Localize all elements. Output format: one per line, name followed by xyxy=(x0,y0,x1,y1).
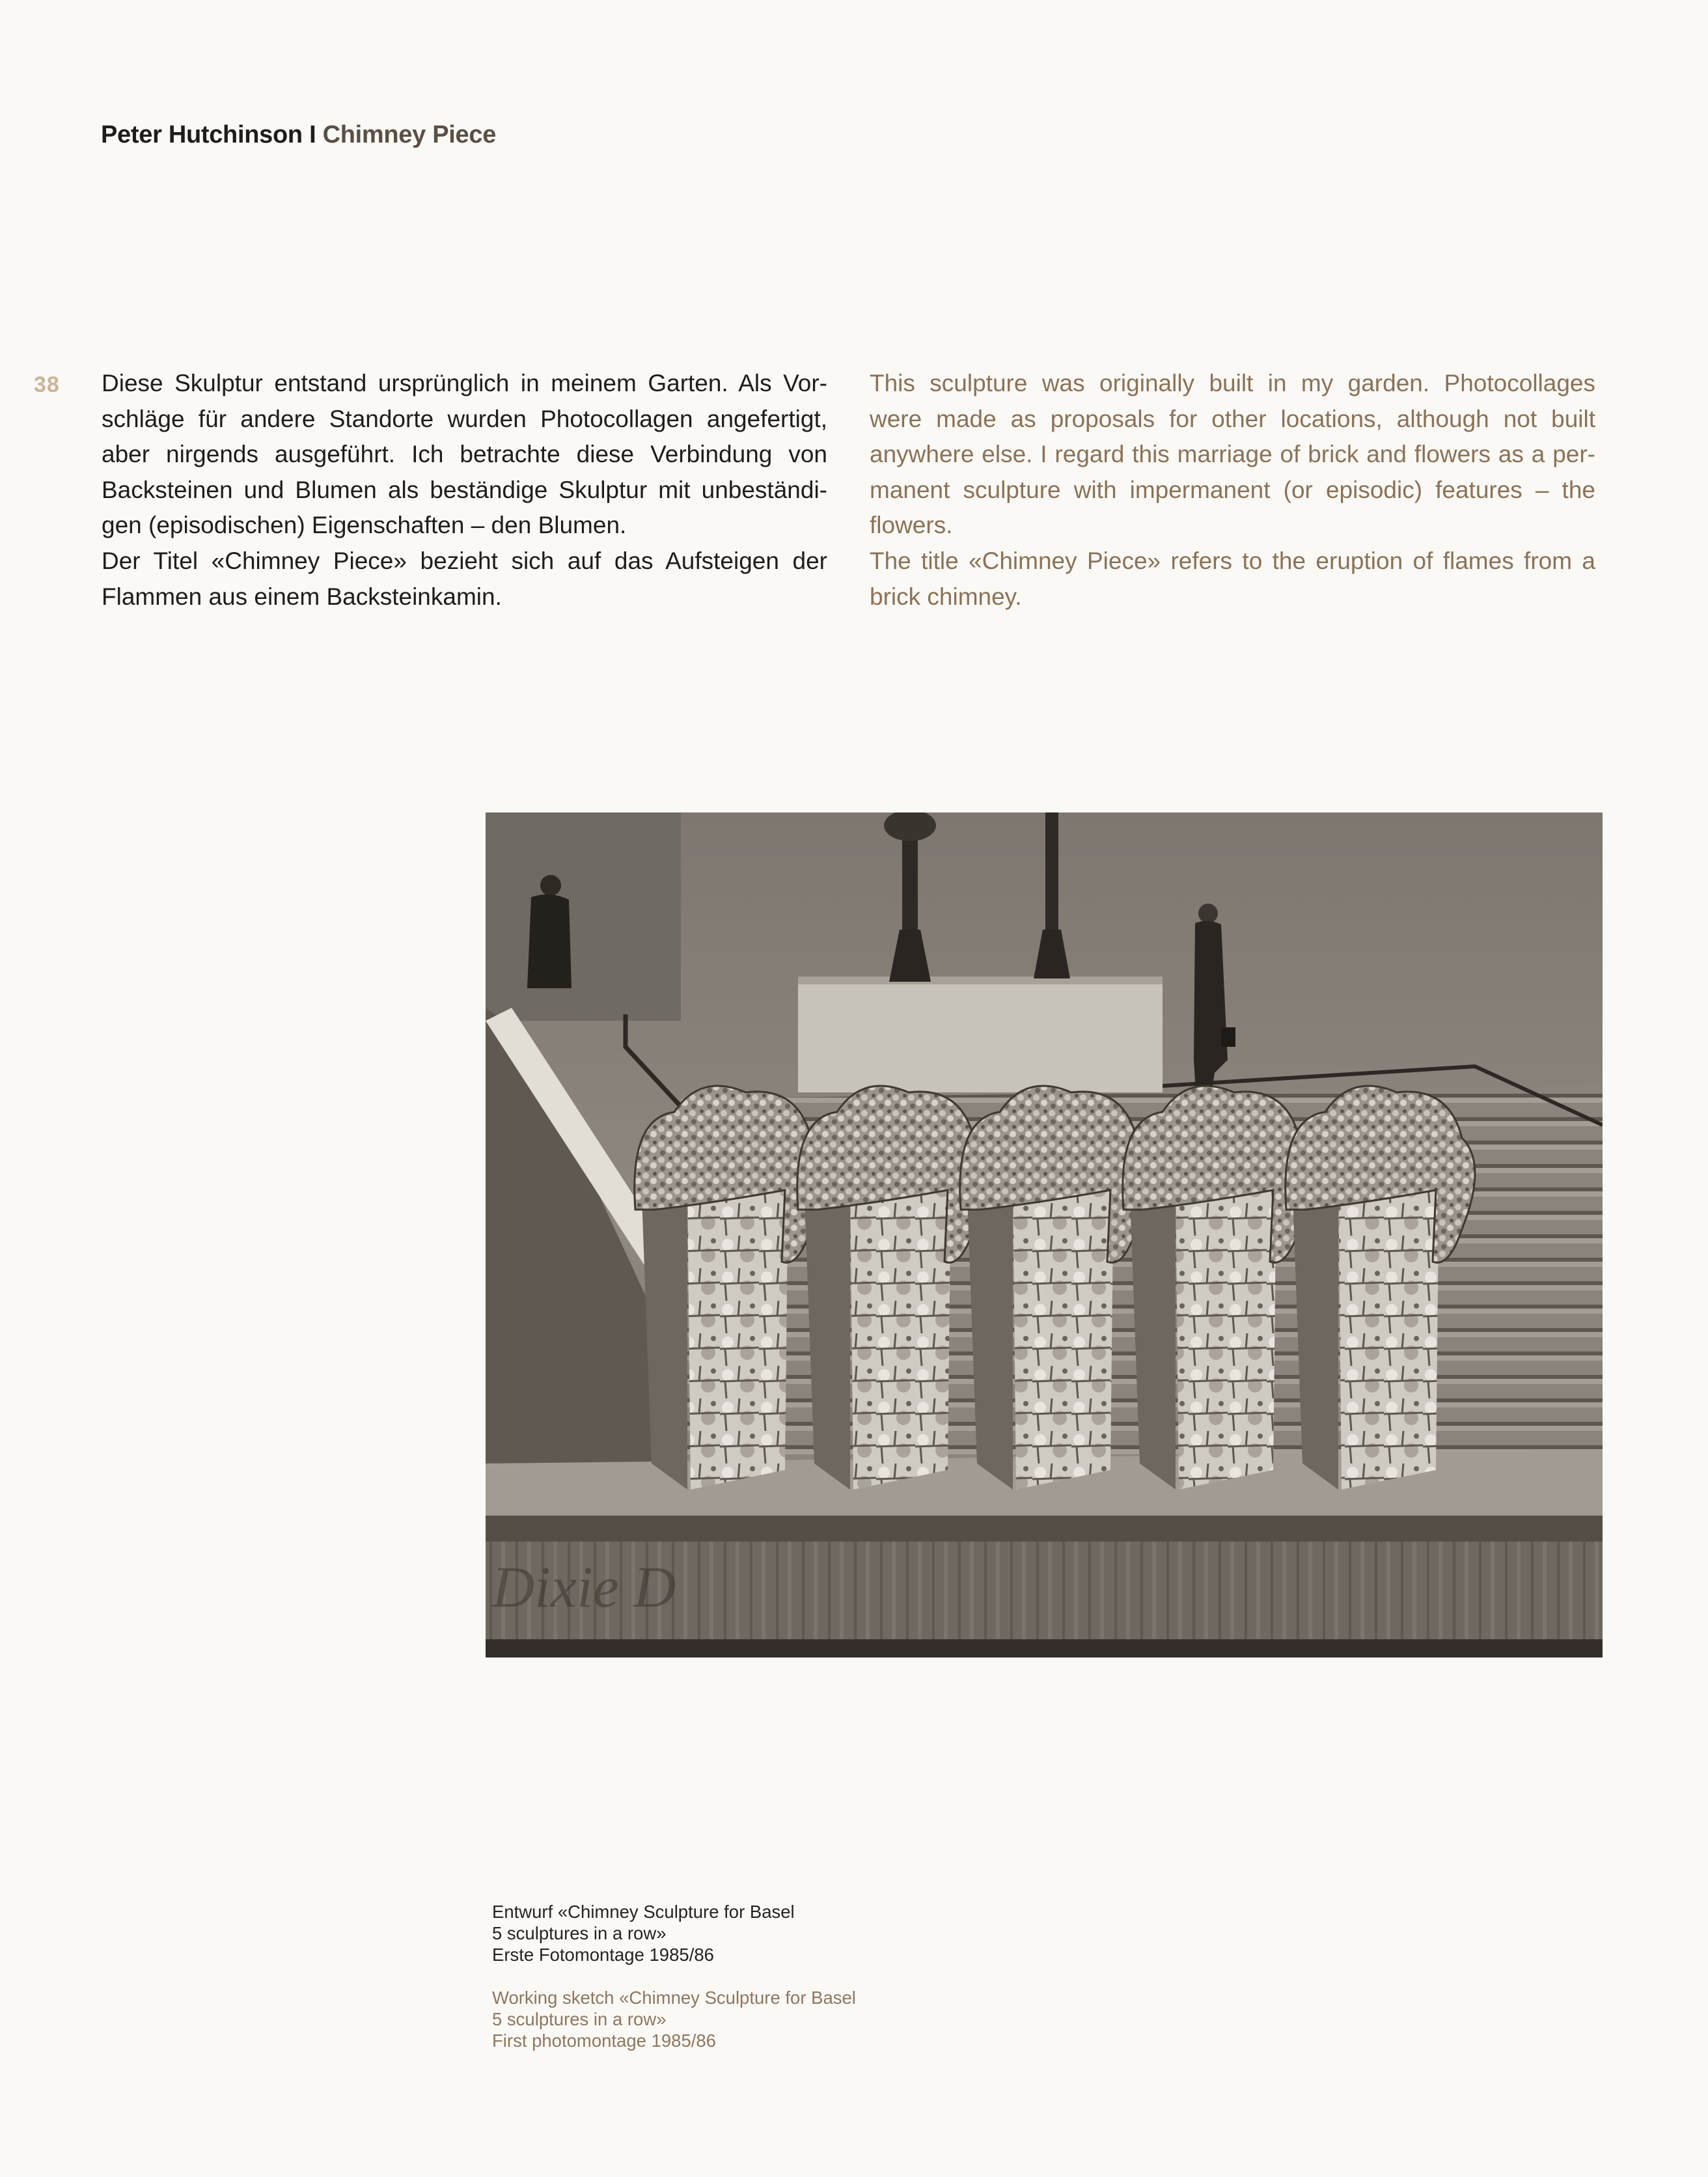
brick-front xyxy=(1338,1167,1439,1490)
sculpture-row xyxy=(635,1086,1475,1490)
photomontage-image xyxy=(486,812,1603,1657)
figure-caption xyxy=(492,1901,856,2051)
german-line: aber nirgends ausgeführt. Ich betrachte diese Verbindung von xyxy=(102,441,827,468)
english-text-column xyxy=(870,366,1595,615)
german-line: Diese Skulptur entstand ursprünglich in meinem Garten. Als Vor- xyxy=(102,370,827,396)
title-separator: I xyxy=(309,121,316,148)
brick-front xyxy=(850,1167,951,1490)
english-line: The title «Chimney Piece» refers to the eruption of flames from a xyxy=(870,547,1595,574)
page-title xyxy=(101,121,496,149)
german-line: schläge für andere Standorte wurden Photocollagen angefertigt, xyxy=(102,405,827,432)
german-line: Flammen aus einem Backsteinkamin. xyxy=(102,583,502,610)
german-line: Der Titel «Chimney Piece» bezieht sich auf das Aufsteigen der xyxy=(102,547,827,574)
english-line: were made as proposals for other locations, although not built xyxy=(870,405,1595,432)
caption-english xyxy=(492,1987,856,2051)
brick-front xyxy=(1013,1167,1114,1490)
page-number: 38 xyxy=(34,372,60,397)
english-line: brick chimney. xyxy=(870,583,1022,610)
english-line: anywhere else. I regard this marriage of brick and flowers as a per- xyxy=(870,441,1595,468)
artist-name: Peter Hutchinson xyxy=(101,121,303,148)
caption-line: 5 sculptures in a row» xyxy=(492,1923,667,1943)
caption-line: Working sketch «Chimney Sculpture for Basel xyxy=(492,1988,856,2008)
work-title: Chimney Piece xyxy=(322,121,497,148)
german-line: gen (episodischen) Eigenschaften – den Blumen. xyxy=(102,512,627,539)
english-line: manent sculpture with impermanent (or episodic) features – the xyxy=(870,476,1595,503)
caption-line: First photomontage 1985/86 xyxy=(492,2031,716,2051)
brick-front xyxy=(687,1167,788,1490)
german-line: Backsteinen und Blumen als beständige Skulptur mit unbeständi- xyxy=(102,476,827,503)
brick-front xyxy=(1176,1167,1276,1490)
caption-line: 5 sculptures in a row» xyxy=(492,2009,667,2029)
plinth xyxy=(798,982,1163,1092)
german-text-column xyxy=(102,366,827,615)
caption-line: Erste Fotomontage 1985/86 xyxy=(492,1945,714,1965)
caption-german xyxy=(492,1901,856,1965)
graffiti: Dixie D xyxy=(492,1555,676,1620)
photomontage-figure xyxy=(486,812,1603,1657)
caption-line: Entwurf «Chimney Sculpture for Basel xyxy=(492,1902,795,1922)
english-line: This sculpture was originally built in my garden. Photocollages xyxy=(870,370,1595,396)
english-line: flowers. xyxy=(870,512,953,539)
